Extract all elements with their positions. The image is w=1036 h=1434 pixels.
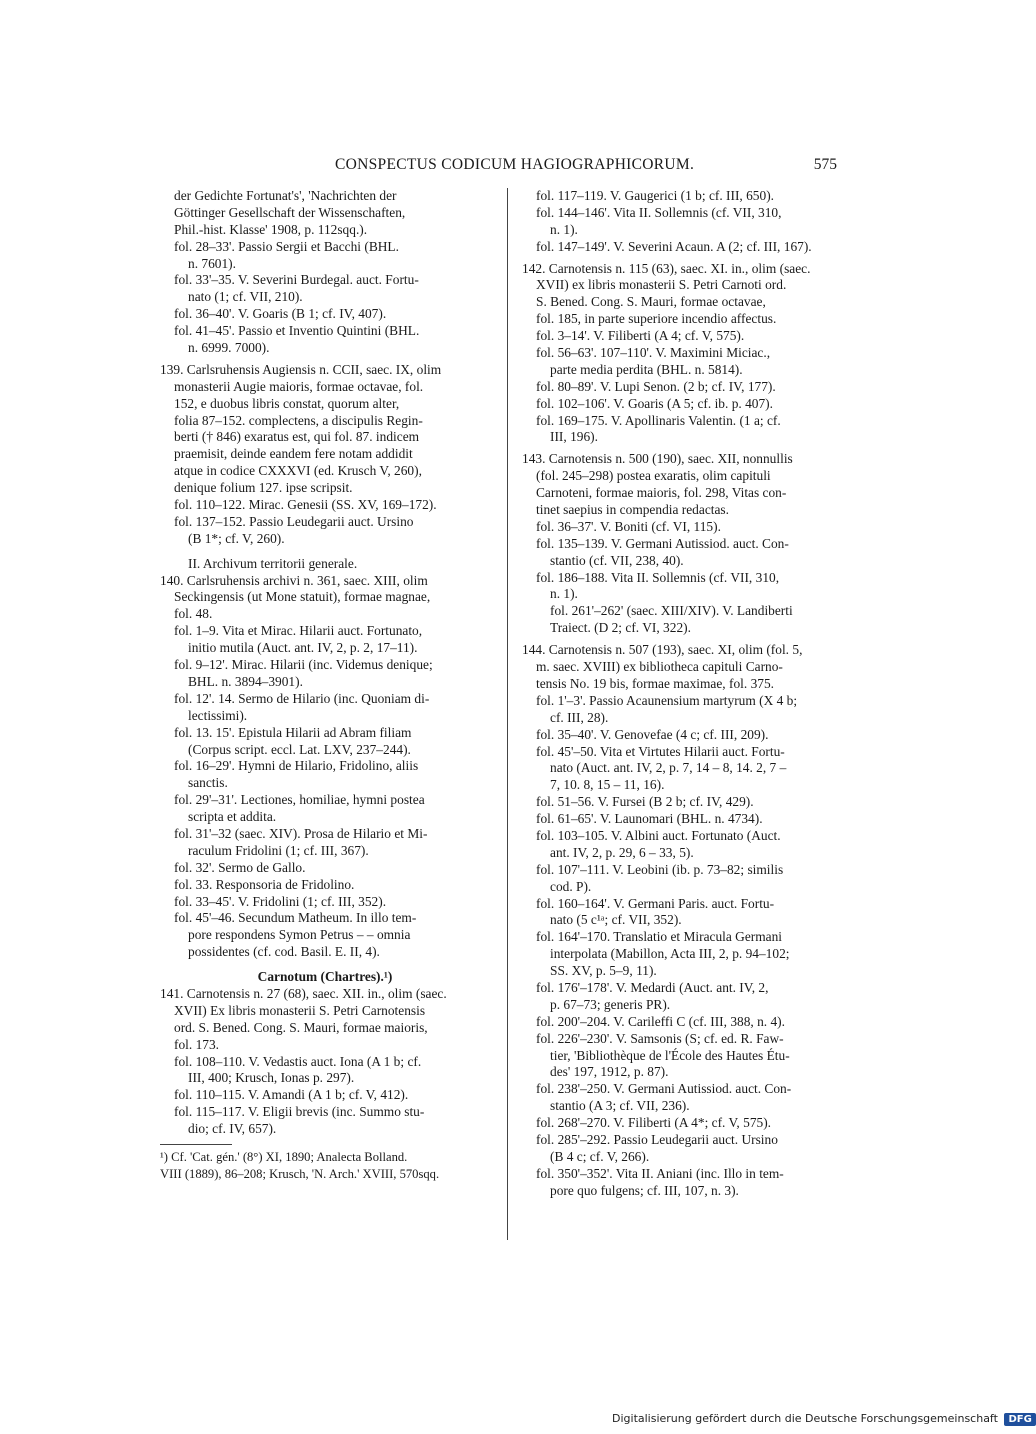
- left-column-line: lectissimi).: [188, 707, 248, 723]
- right-column-line: fol. 350'–352'. Vita II. Aniani (inc. Illo in tem-: [536, 1165, 784, 1181]
- right-column-line: fol. 103–105. V. Albini auct. Fortunato (Auct.: [536, 827, 781, 843]
- right-column-line: III, 196).: [550, 429, 598, 445]
- left-column-line: fol. 33–45'. V. Fridolini (1; cf. III, 352).: [174, 893, 387, 909]
- right-column-line: 144. Carnotensis n. 507 (193), saec. XI, olim (fol. 5,: [522, 642, 803, 658]
- left-column-line: folia 87–152. complectens, a discipulis Regin-: [174, 412, 423, 428]
- left-column-line: fol. 31'–32 (saec. XIV). Prosa de Hilario et Mi-: [174, 825, 428, 841]
- right-column-line: fol. 185, in parte superiore incendio affectus.: [536, 311, 777, 327]
- right-column-line: fol. 186–188. Vita II. Sollemnis (cf. VII, 310,: [536, 569, 780, 585]
- left-column-line: fol. 29'–31'. Lectiones, homiliae, hymni postea: [174, 792, 425, 808]
- right-column-line: fol. 176'–178'. V. Medardi (Auct. ant. IV, 2,: [536, 979, 769, 995]
- right-column-line: 142. Carnotensis n. 115 (63), saec. XI. in., olim (saec.: [522, 260, 811, 276]
- right-column-line: SS. XV, p. 5–9, 11).: [550, 963, 657, 979]
- footnote-rule: [160, 1144, 232, 1145]
- left-column-line: 139. Carlsruhensis Augiensis n. CCII, saec. IX, olim: [160, 361, 442, 377]
- right-column-line: fol. 285'–292. Passio Leudegarii auct. Ursino: [536, 1131, 778, 1147]
- left-column-line: fol. 12'. 14. Sermo de Hilario (inc. Quoniam di-: [174, 690, 430, 706]
- left-column-line: Phil.-hist. Klasse' 1908, p. 112sqq.).: [174, 221, 368, 237]
- right-column-line: fol. 238'–250. V. Germani Autissiod. auct. Con-: [536, 1081, 792, 1097]
- right-column-line: fol. 160–164'. V. Germani Paris. auct. Fortu-: [536, 895, 775, 911]
- right-column-line: m. saec. XVIII) ex bibliotheca capituli Carno-: [536, 659, 783, 675]
- left-column-line: Göttinger Gesellschaft der Wissenschaften,: [174, 204, 406, 220]
- left-column-line: denique folium 127. ipse scripsit.: [174, 480, 353, 496]
- left-column-line: fol. 32'. Sermo de Gallo.: [174, 859, 306, 875]
- left-column-line: fol. 28–33'. Passio Sergii et Bacchi (BHL.: [174, 238, 399, 254]
- left-column-line: fol. 16–29'. Hymni de Hilario, Fridolino, aliis: [174, 758, 419, 774]
- dfg-logo: DFG: [1004, 1413, 1035, 1426]
- right-column-line: ant. IV, 2, p. 29, 6 – 33, 5).: [550, 844, 694, 860]
- left-column-line: fol. 108–110. V. Vedastis auct. Iona (A 1 b; cf.: [174, 1053, 422, 1069]
- left-column-line: fol. 115–117. V. Eligii brevis (inc. Summo stu-: [174, 1104, 425, 1120]
- right-column-line: tensis No. 19 bis, formae maximae, fol. 375.: [536, 675, 775, 691]
- right-column-line: fol. 200'–204. V. Carileffi C (cf. III, 388, n. 4).: [536, 1013, 785, 1029]
- left-column-line: monasterii Augie maioris, formae octavae, fol.: [174, 378, 424, 394]
- page-header: [175, 156, 837, 178]
- left-column-line: fol. 45'–46. Secundum Matheum. In illo tem-: [174, 910, 417, 926]
- spacer: [160, 961, 490, 969]
- right-column-line: fol. 147–149'. V. Severini Acaun. A (2; cf. III, 167).: [536, 238, 812, 254]
- left-column-line: der Gedichte Fortunat's', 'Nachrichten der: [174, 188, 397, 203]
- left-column-line: 141. Carnotensis n. 27 (68), saec. XII. in., olim (saec.: [160, 985, 447, 1001]
- right-column-line: fol. 36–37'. V. Boniti (cf. VI, 115).: [536, 518, 721, 534]
- right-column-line: parte media perdita (BHL. n. 5814).: [550, 361, 743, 377]
- right-column-line: cod. P).: [550, 878, 592, 894]
- right-column-line: fol. 56–63'. 107–110'. V. Maximini Miciac.,: [536, 345, 771, 361]
- page-number: 575: [813, 156, 837, 173]
- left-column-line: fol. 9–12'. Mirac. Hilarii (inc. Videmus denique;: [174, 657, 433, 673]
- left-column-line: n. 6999. 7000).: [188, 340, 270, 356]
- right-column-line: fol. 144–146'. Vita II. Sollemnis (cf. VII, 310,: [536, 204, 782, 220]
- left-column-line: scripta et addita.: [188, 809, 277, 825]
- right-column-line: fol. 35–40'. V. Genovefae (4 c; cf. III, 209).: [536, 726, 769, 742]
- left-column-line: fol. 110–122. Mirac. Genesii (SS. XV, 169–172).: [174, 497, 437, 513]
- left-column: [160, 188, 490, 1184]
- right-column-line: fol. 80–89'. V. Lupi Senon. (2 b; cf. IV, 177).: [536, 378, 776, 394]
- left-column-line: fol. 36–40'. V. Goaris (B 1; cf. IV, 407).: [174, 306, 387, 322]
- right-column: [522, 188, 838, 1200]
- left-column-line: 140. Carlsruhensis archivi n. 361, saec. XIII, olim: [160, 572, 428, 588]
- left-column-line: fol. 33'–35. V. Severini Burdegal. auct. Fortu-: [174, 272, 419, 288]
- left-column-line: fol. 33. Responsoria de Fridolino.: [174, 876, 355, 892]
- right-column-line: cf. III, 28).: [550, 709, 609, 725]
- left-column-line: II. Archivum territorii generale.: [188, 555, 358, 571]
- right-column-line: stantio (cf. VII, 238, 40).: [550, 552, 684, 568]
- right-column-line: fol. 268'–270. V. Filiberti (A 4*; cf. V, 575).: [536, 1115, 772, 1131]
- left-column-line: possidentes (cf. cod. Basil. E. II, 4).: [188, 944, 380, 960]
- left-column-line: praemisit, deinde eandem fere notam addidit: [174, 446, 413, 462]
- column-divider: [507, 188, 508, 1240]
- digitization-credit: [612, 1412, 1036, 1426]
- right-column-line: interpolata (Mabillon, Acta III, 2, p. 94–102;: [550, 946, 790, 962]
- right-column-line: fol. 102–106'. V. Goaris (A 5; cf. ib. p. 407).: [536, 395, 773, 411]
- left-column-line: (Corpus script. eccl. Lat. LXV, 237–244).: [188, 741, 411, 757]
- left-column-line: 152, e duobus libris constat, quorum alter,: [174, 395, 400, 411]
- right-column-line: fol. 3–14'. V. Filiberti (A 4; cf. V, 575).: [536, 328, 745, 344]
- left-column-line: fol. 137–152. Passio Leudegarii auct. Ursino: [174, 513, 414, 529]
- right-column-line: fol. 135–139. V. Germani Autissiod. auct. Con-: [536, 535, 789, 551]
- right-column-line: des' 197, 1912, p. 87).: [550, 1064, 669, 1080]
- right-column-line: fol. 51–56. V. Fursei (B 2 b; cf. IV, 429).: [536, 794, 754, 810]
- left-column-line: berti († 846) exaratus est, qui fol. 87. indicem: [174, 429, 420, 445]
- left-column-line: III, 400; Krusch, Ionas p. 297).: [188, 1070, 355, 1086]
- spacer: [160, 548, 490, 556]
- left-column-line: atque in codice CXXXVI (ed. Krusch V, 260),: [174, 463, 422, 479]
- right-column-line: S. Bened. Cong. S. Mauri, formae octavae,: [536, 294, 766, 310]
- right-column-line: nato (5 c¹ᵃ; cf. VII, 352).: [550, 912, 682, 928]
- right-column-line: fol. 226'–230'. V. Samsonis (S; cf. ed. R. Faw-: [536, 1030, 784, 1046]
- left-column-line: sanctis.: [188, 775, 228, 791]
- left-column-line: n. 7601).: [188, 255, 236, 271]
- left-column-line: fol. 110–115. V. Amandi (A 1 b; cf. V, 412).: [174, 1087, 409, 1103]
- right-column-line: n. 1).: [550, 221, 578, 237]
- left-column-line: dio; cf. IV, 657).: [188, 1121, 277, 1137]
- left-column-line: ord. S. Bened. Cong. S. Mauri, formae maioris,: [174, 1019, 428, 1035]
- right-column-line: fol. 45'–50. Vita et Virtutes Hilarii auct. Fortu-: [536, 743, 785, 759]
- right-column-line: Traiect. (D 2; cf. VI, 322).: [550, 620, 691, 636]
- right-column-line: p. 67–73; generis PR).: [550, 996, 671, 1012]
- right-column-line: Carnoteni, formae maioris, fol. 298, Vitas con-: [536, 485, 787, 501]
- right-column-line: tinet saepius in compendia redactas.: [536, 502, 729, 518]
- left-column-line: fol. 13. 15'. Epistula Hilarii ad Abram filiam: [174, 724, 412, 740]
- left-column-line: fol. 48.: [174, 606, 213, 622]
- left-column-line: (B 1*; cf. V, 260).: [188, 530, 285, 546]
- left-column-line: fol. 41–45'. Passio et Inventio Quintini (BHL.: [174, 323, 420, 339]
- right-column-line: 143. Carnotensis n. 500 (190), saec. XII, nonnullis: [522, 451, 793, 467]
- footnote-line: VIII (1889), 86–208; Krusch, 'N. Arch.' XVIII, 570sqq.: [160, 1166, 440, 1181]
- right-column-line: n. 1).: [550, 586, 578, 602]
- right-column-line: nato (Auct. ant. IV, 2, p. 7, 14 – 8, 14. 2, 7 –: [550, 760, 787, 776]
- right-column-line: tier, 'Bibliothèque de l'École des Hautes Étu-: [550, 1047, 790, 1063]
- left-column-line: XVII) Ex libris monasterii S. Petri Carnotensis: [174, 1002, 426, 1018]
- right-column-line: XVII) ex libris monasterii S. Petri Carnoti ord.: [536, 277, 787, 293]
- right-column-line: stantio (A 3; cf. VII, 236).: [550, 1098, 690, 1114]
- right-column-line: fol. 261'–262' (saec. XIII/XIV). V. Landiberti: [550, 603, 793, 619]
- right-column-line: fol. 107'–111. V. Leobini (ib. p. 73–82; similis: [536, 861, 784, 877]
- left-column-line: fol. 1–9. Vita et Mirac. Hilarii auct. Fortunato,: [174, 623, 423, 639]
- right-column-line: (B 4 c; cf. V, 266).: [550, 1148, 650, 1164]
- right-column-line: fol. 61–65'. V. Launomari (BHL. n. 4734).: [536, 811, 763, 827]
- running-title: CONSPECTUS CODICUM HAGIOGRAPHICORUM.: [335, 156, 695, 173]
- left-column-line: nato (1; cf. VII, 210).: [188, 289, 303, 305]
- left-column-line: Carnotum (Chartres).¹): [257, 969, 393, 985]
- right-column-line: fol. 169–175. V. Apollinaris Valentin. (1 a; cf.: [536, 412, 781, 428]
- left-column-line: Seckingensis (ut Mone statuit), formae magnae,: [174, 589, 431, 605]
- left-column-line: raculum Fridolini (1; cf. III, 367).: [188, 842, 369, 858]
- right-column-line: fol. 164'–170. Translatio et Miracula Germani: [536, 929, 783, 945]
- right-column-line: (fol. 245–298) postea exaratis, olim capituli: [536, 468, 771, 484]
- left-column-line: pore respondens Symon Petrus – – omnia: [188, 927, 411, 943]
- right-column-line: pore quo fulgens; cf. III, 107, n. 3).: [550, 1182, 739, 1198]
- left-column-line: BHL. n. 3894–3901).: [188, 673, 303, 689]
- left-column-line: initio mutila (Auct. ant. IV, 2, p. 2, 17–11).: [188, 640, 418, 656]
- left-column-line: fol. 173.: [174, 1036, 220, 1052]
- right-column-line: 7, 10. 8, 15 – 11, 16).: [550, 777, 665, 793]
- right-column-line: fol. 1'–3'. Passio Acaunensium martyrum (X 4 b;: [536, 692, 798, 708]
- credit-text: Digitalisierung gefördert durch die Deutsche Forschungsgemeinschaft: [612, 1412, 998, 1425]
- right-column-line: fol. 117–119. V. Gaugerici (1 b; cf. III, 650).: [536, 188, 775, 203]
- footnote-line: ¹) Cf. 'Cat. gén.' (8°) XI, 1890; Analecta Bolland.: [160, 1149, 408, 1164]
